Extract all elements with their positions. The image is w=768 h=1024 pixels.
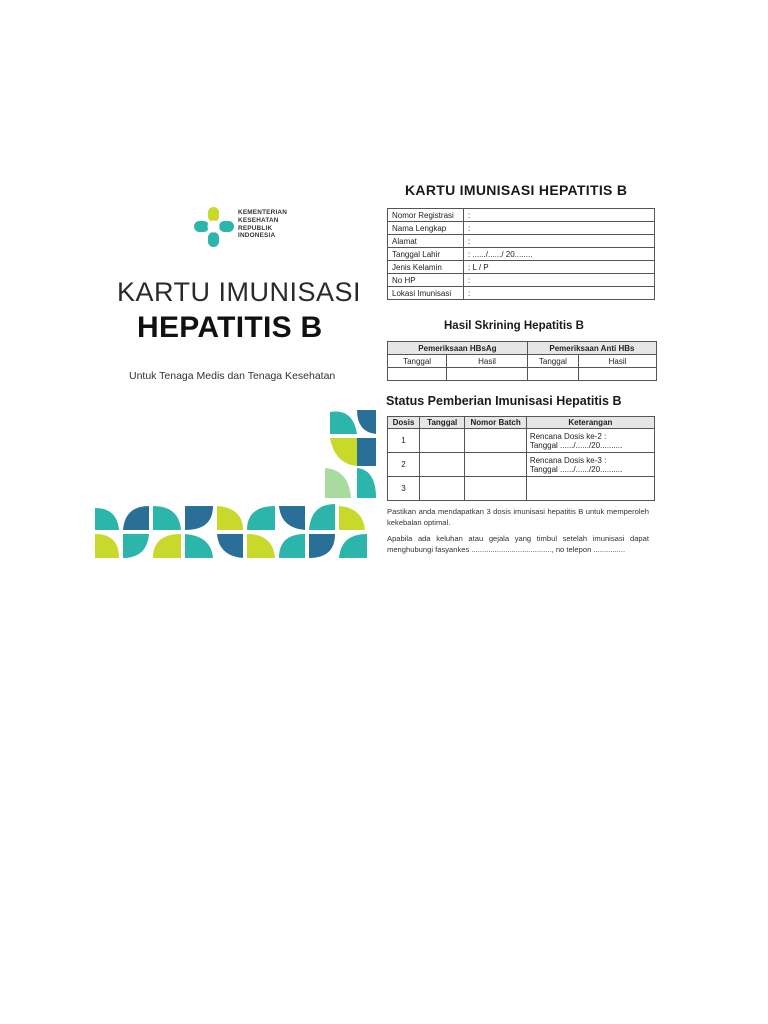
table-row bbox=[388, 235, 655, 248]
row-label: Alamat bbox=[388, 235, 464, 248]
status-title: Status Pemberian Imunisasi Hepatitis B bbox=[386, 394, 622, 408]
empty-cell bbox=[420, 453, 465, 477]
table-row bbox=[388, 368, 657, 381]
dose-number: 3 bbox=[388, 477, 420, 501]
row-value: : bbox=[464, 209, 655, 222]
status-table bbox=[387, 416, 655, 501]
note-cell bbox=[526, 453, 654, 477]
row-label: No HP bbox=[388, 274, 464, 287]
empty-cell bbox=[465, 453, 526, 477]
empty-cell bbox=[527, 368, 578, 381]
empty-cell bbox=[578, 368, 656, 381]
header-nomor-batch: Nomor Batch bbox=[465, 417, 526, 429]
note-cell bbox=[526, 429, 654, 453]
row-value: : bbox=[464, 235, 655, 248]
cover-title-line1: KARTU IMUNISASI bbox=[117, 277, 362, 307]
card-title: KARTU IMUNISASI HEPATITIS B bbox=[405, 182, 628, 198]
row-label: Tanggal Lahir bbox=[388, 248, 464, 261]
dose-number: 2 bbox=[388, 453, 420, 477]
note-line: Rencana Dosis ke-2 : bbox=[529, 431, 607, 441]
row-value: : bbox=[464, 274, 655, 287]
kemenkes-logo-icon bbox=[192, 205, 236, 249]
cover-title-line2: HEPATITIS B bbox=[137, 311, 323, 344]
empty-cell bbox=[420, 477, 465, 501]
row-label: Lokasi Imunisasi bbox=[388, 287, 464, 300]
col-tanggal: Tanggal bbox=[527, 355, 578, 368]
header-keterangan: Keterangan bbox=[526, 417, 654, 429]
empty-cell bbox=[388, 368, 447, 381]
row-value: : bbox=[464, 287, 655, 300]
col-tanggal: Tanggal bbox=[388, 355, 447, 368]
table-header-row bbox=[388, 417, 655, 429]
dose-number: 1 bbox=[388, 429, 420, 453]
table-header-row bbox=[388, 342, 657, 355]
cover-subtitle: Untuk Tenaga Medis dan Tenaga Kesehatan bbox=[129, 370, 336, 382]
ministry-line: KEMENTERIAN bbox=[238, 209, 288, 216]
screening-title: Hasil Skrining Hepatitis B bbox=[444, 320, 584, 332]
table-row bbox=[388, 429, 655, 453]
table-subheader-row bbox=[388, 355, 657, 368]
screening-table bbox=[387, 341, 657, 381]
contact-paragraph: Apabila ada keluhan atau gejala yang timbul setelah imunisasi dapat menghubungi fasyankes ......................................, no telepon ............... bbox=[387, 534, 649, 554]
header-dosis: Dosis bbox=[388, 417, 420, 429]
instruction-paragraph: Pastikan anda mendapatkan 3 dosis imunisasi hepatitis B untuk memperoleh kekebalan optimal. bbox=[387, 507, 649, 527]
header-tanggal: Tanggal bbox=[420, 417, 465, 429]
ministry-name bbox=[238, 209, 287, 240]
table-row bbox=[388, 261, 655, 274]
note-line: Tanggal ....../....../20.......... bbox=[529, 440, 623, 450]
col-hasil: Hasil bbox=[447, 355, 528, 368]
empty-cell bbox=[420, 429, 465, 453]
row-label: Nama Lengkap bbox=[388, 222, 464, 235]
group-header-antihbs: Pemeriksaan Anti HBs bbox=[527, 342, 656, 355]
table-row bbox=[388, 222, 655, 235]
table-row bbox=[388, 209, 655, 222]
ministry-line: INDONESIA bbox=[238, 232, 276, 240]
note-line: Tanggal ....../....../20.......... bbox=[529, 464, 623, 474]
row-value: : ....../....../ 20........ bbox=[464, 248, 655, 261]
note-line: Rencana Dosis ke-3 : bbox=[529, 455, 607, 465]
empty-cell bbox=[465, 477, 526, 501]
table-row bbox=[388, 453, 655, 477]
row-label: Nomor Registrasi bbox=[388, 209, 464, 222]
table-row bbox=[388, 248, 655, 261]
group-header-hbsag: Pemeriksaan HBsAg bbox=[388, 342, 528, 355]
table-row bbox=[388, 287, 655, 300]
ministry-line: KESEHATAN bbox=[238, 216, 279, 224]
note-cell bbox=[526, 477, 654, 501]
table-row bbox=[388, 274, 655, 287]
row-value: : L / P bbox=[464, 261, 655, 274]
col-hasil: Hasil bbox=[578, 355, 656, 368]
empty-cell bbox=[447, 368, 528, 381]
row-label: Jenis Kelamin bbox=[388, 261, 464, 274]
registration-table bbox=[387, 208, 655, 300]
row-value: : bbox=[464, 222, 655, 235]
table-row bbox=[388, 477, 655, 501]
empty-cell bbox=[465, 429, 526, 453]
decorative-pattern bbox=[95, 408, 376, 560]
ministry-line: REPUBLIK bbox=[238, 224, 273, 232]
